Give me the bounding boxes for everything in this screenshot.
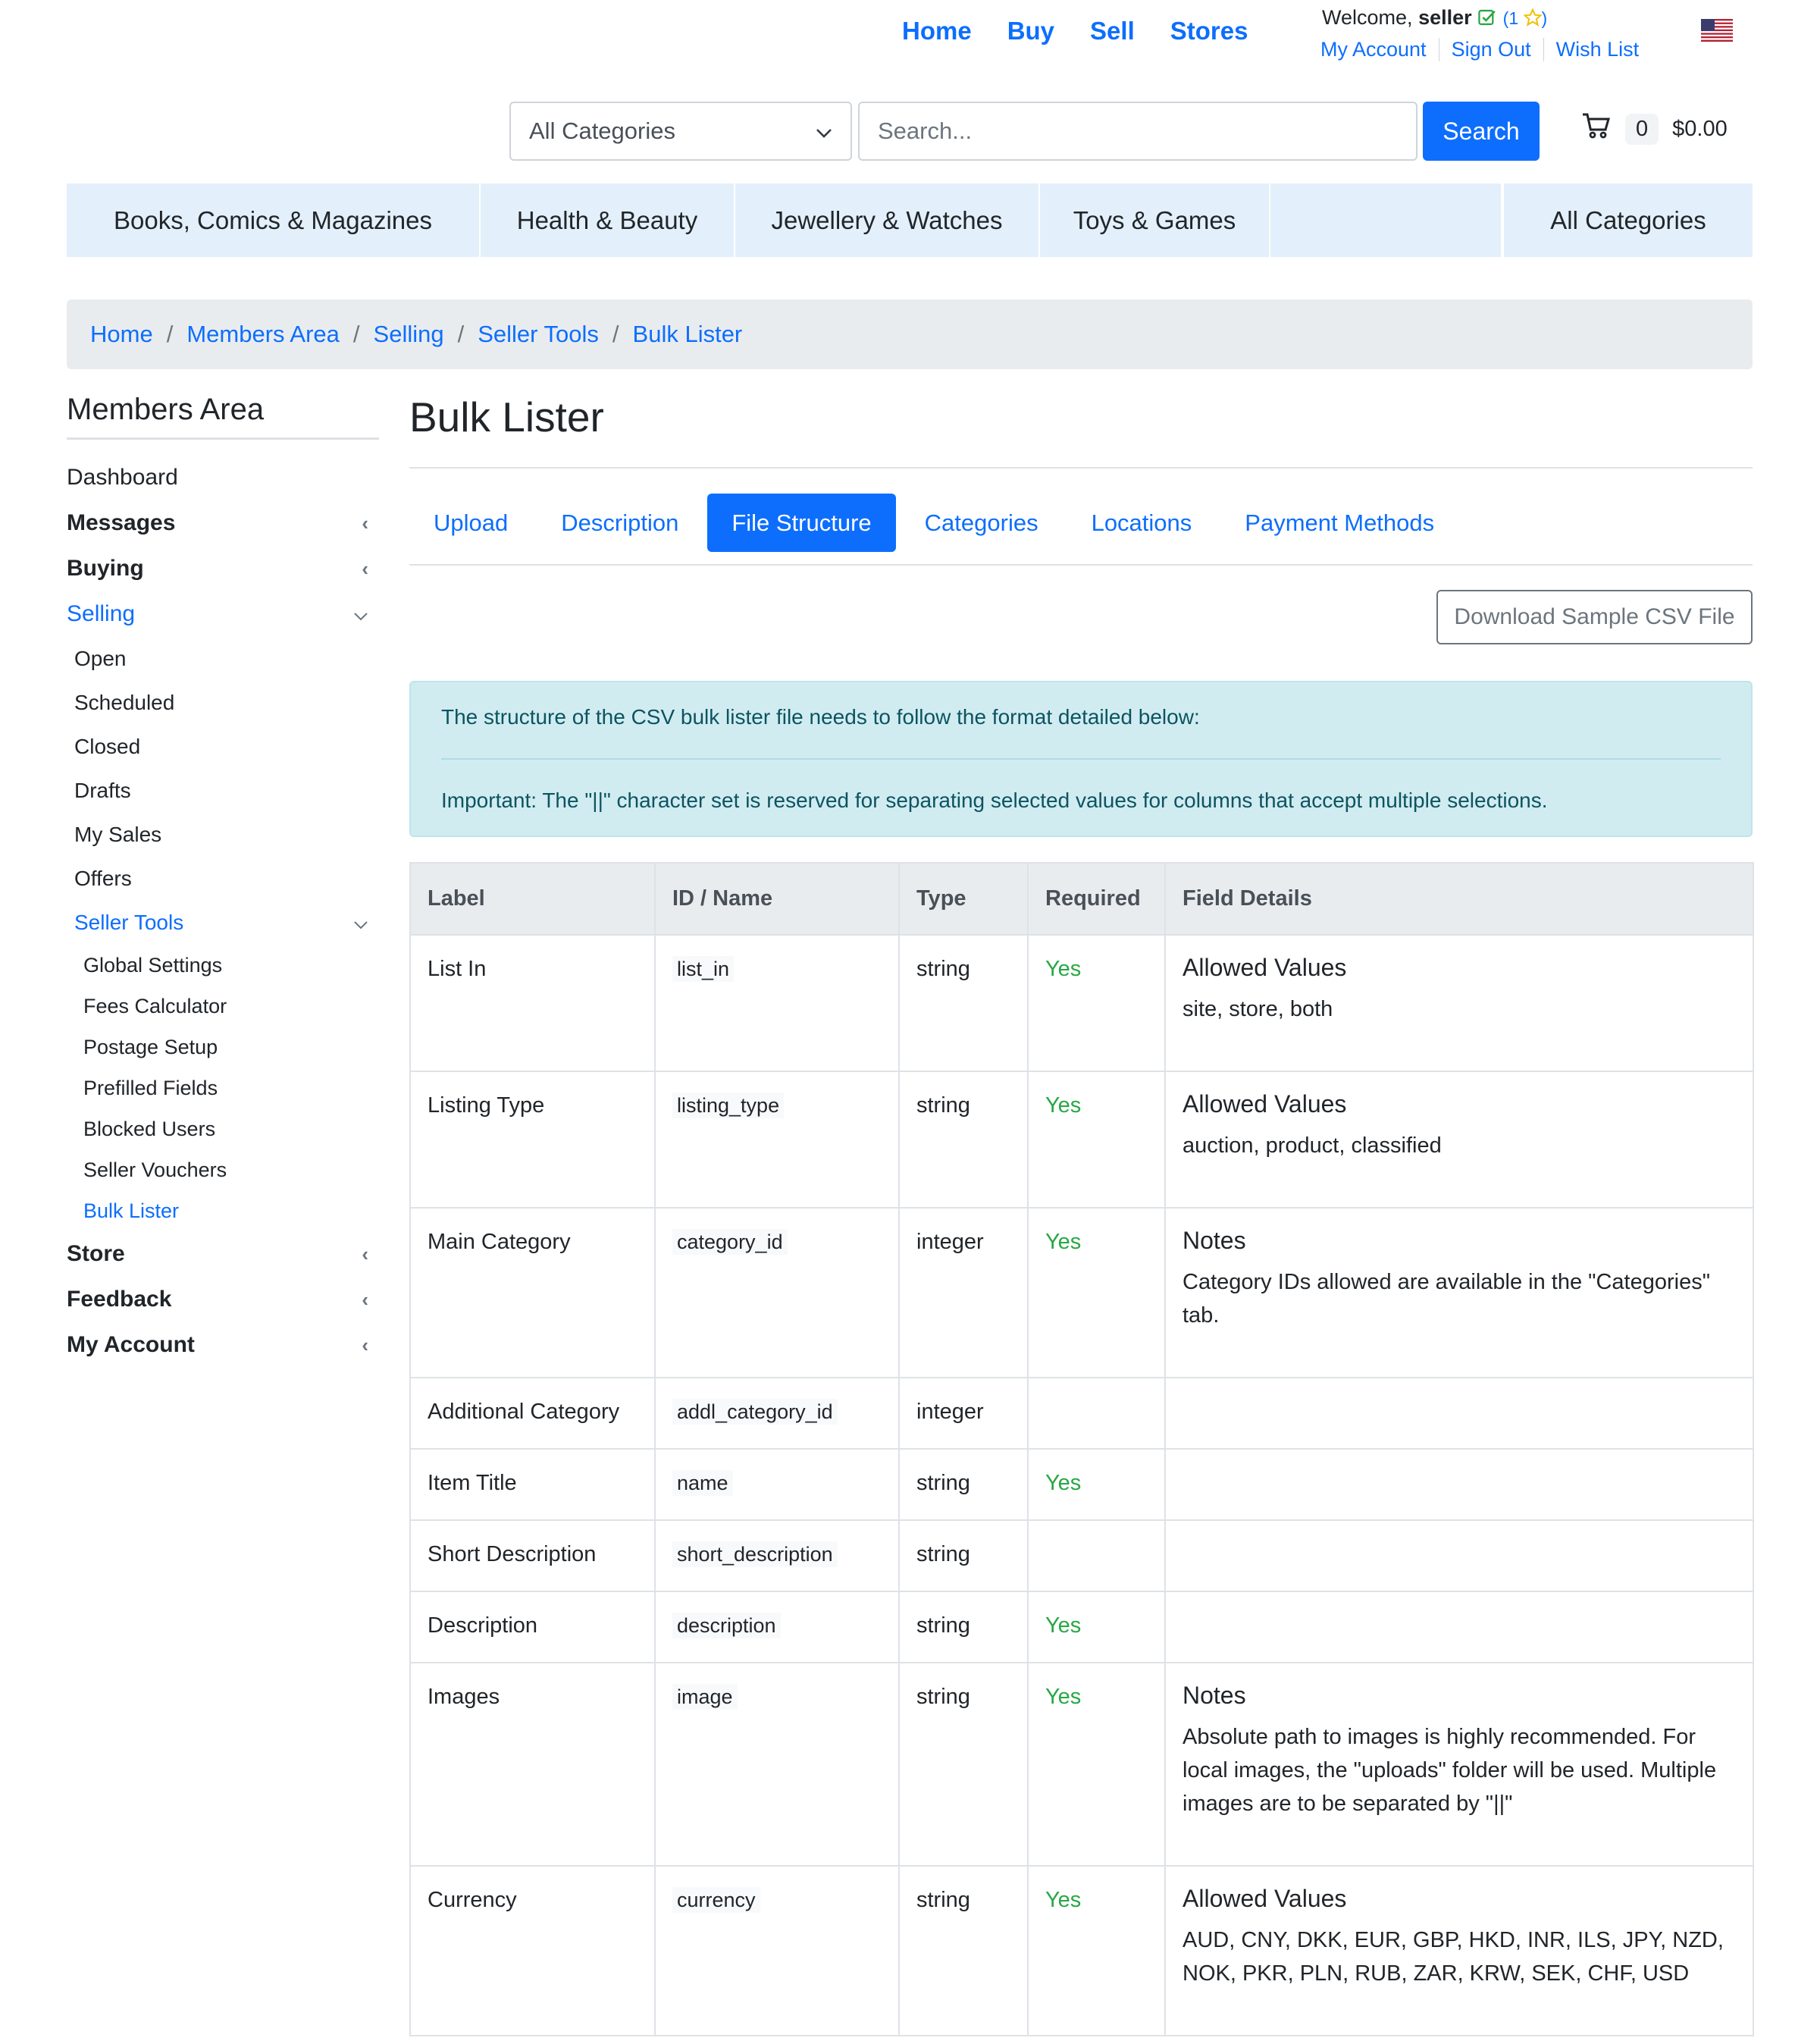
row-label: List In — [410, 935, 655, 1071]
chevron-down-icon — [816, 118, 832, 145]
details-title: Notes — [1183, 1682, 1246, 1709]
table-row — [410, 1520, 1753, 1591]
account-links — [1320, 38, 1651, 61]
breadcrumb-members-area[interactable]: Members Area — [186, 321, 340, 347]
category-bar-spacer — [1270, 183, 1502, 257]
sidebar-item-global-settings[interactable]: Global Settings — [83, 953, 223, 977]
row-details — [1165, 1520, 1753, 1591]
details-text: Category IDs allowed are available in the "Categories" tab. — [1183, 1270, 1711, 1328]
row-details — [1165, 1663, 1753, 1866]
table-row — [410, 1208, 1753, 1378]
row-required: Yes — [1028, 1449, 1165, 1520]
tab-description[interactable]: Description — [561, 509, 679, 536]
title-divider — [409, 467, 1753, 469]
chevron-left-icon: ‹ — [362, 511, 368, 535]
sidebar-title: Members Area — [67, 393, 379, 440]
search-input[interactable] — [858, 102, 1417, 161]
breadcrumb-separator: / — [166, 321, 174, 347]
column-header-label: Label — [410, 863, 655, 935]
breadcrumb-home[interactable]: Home — [90, 321, 153, 347]
row-details — [1165, 1378, 1753, 1449]
row-id-cell — [655, 1449, 899, 1520]
sidebar-item-offers[interactable]: Offers — [74, 867, 132, 890]
row-type: string — [899, 1449, 1028, 1520]
sidebar-item-bulk-lister[interactable]: Bulk Lister — [83, 1199, 180, 1222]
row-id: name — [672, 1470, 733, 1496]
welcome-message — [1322, 6, 1547, 33]
sidebar-item-label: Dashboard — [67, 465, 178, 490]
breadcrumb-seller-tools[interactable]: Seller Tools — [478, 321, 599, 347]
wish-list-link[interactable]: Wish List — [1543, 38, 1652, 61]
sidebar-item-closed[interactable]: Closed — [74, 735, 141, 758]
row-label: Listing Type — [410, 1071, 655, 1208]
row-id-cell — [655, 1071, 899, 1208]
nav-sell-link[interactable]: Sell — [1090, 17, 1135, 45]
alert-important-text: Important: The "||" character set is reserved for separating selected values for columns that accept multiple selections. — [441, 788, 1548, 812]
details-text: AUD, CNY, DKK, EUR, GBP, HKD, INR, ILS, JPY, NZD, NOK, PKR, PLN, RUB, ZAR, KRW, SEK, CHF, USD — [1183, 1928, 1724, 1986]
row-type: string — [899, 1591, 1028, 1663]
row-id-cell — [655, 1208, 899, 1378]
sidebar — [67, 455, 379, 1368]
row-type: string — [899, 1866, 1028, 2036]
column-header-type: Type — [899, 863, 1028, 935]
cart-total: $0.00 — [1672, 116, 1728, 141]
category-select-value: All Categories — [529, 118, 675, 144]
row-type: string — [899, 1520, 1028, 1591]
top-nav — [902, 17, 1248, 45]
sidebar-item-selling[interactable] — [67, 591, 379, 637]
row-required: Yes — [1028, 1208, 1165, 1378]
row-id-cell — [655, 1866, 899, 2036]
breadcrumb-selling[interactable]: Selling — [373, 321, 444, 347]
row-required: Yes — [1028, 1866, 1165, 2036]
row-label: Short Description — [410, 1520, 655, 1591]
tab-locations[interactable]: Locations — [1091, 509, 1192, 536]
column-header-id: ID / Name — [655, 863, 899, 935]
table-row — [410, 1866, 1753, 2036]
tab-bar — [409, 494, 1458, 552]
row-details — [1165, 1208, 1753, 1378]
info-alert — [409, 681, 1753, 837]
tab-payment-methods[interactable]: Payment Methods — [1245, 509, 1435, 536]
sidebar-item-prefilled-fields[interactable]: Prefilled Fields — [83, 1076, 218, 1099]
breadcrumb-bulk-lister[interactable]: Bulk Lister — [632, 321, 743, 347]
tab-categories[interactable]: Categories — [924, 509, 1038, 536]
chevron-left-icon: ‹ — [362, 1333, 368, 1356]
row-type: integer — [899, 1378, 1028, 1449]
category-select[interactable] — [509, 102, 852, 161]
table-row — [410, 1591, 1753, 1663]
sidebar-item-label: Buying — [67, 556, 144, 581]
tabs-divider — [409, 564, 1753, 566]
sidebar-item-my-sales[interactable]: My Sales — [74, 823, 162, 846]
alert-text: The structure of the CSV bulk lister file needs to follow the format detailed below: — [441, 705, 1200, 729]
row-type: string — [899, 935, 1028, 1071]
table-row — [410, 1071, 1753, 1208]
sidebar-item-dashboard[interactable] — [67, 455, 379, 500]
sidebar-item-store[interactable] — [67, 1231, 379, 1277]
chevron-left-icon: ‹ — [362, 1287, 368, 1311]
details-title: Allowed Values — [1183, 1885, 1347, 1912]
table-row — [410, 1378, 1753, 1449]
table-row — [410, 1663, 1753, 1866]
sidebar-item-open[interactable]: Open — [74, 647, 127, 670]
nav-stores-link[interactable]: Stores — [1170, 17, 1248, 45]
breadcrumb-separator: / — [612, 321, 619, 347]
breadcrumb — [67, 299, 1753, 369]
row-type: string — [899, 1071, 1028, 1208]
file-structure-table — [409, 862, 1754, 2036]
row-required: Yes — [1028, 1591, 1165, 1663]
breadcrumb-separator: / — [457, 321, 465, 347]
sidebar-item-seller-vouchers[interactable]: Seller Vouchers — [83, 1158, 227, 1181]
sidebar-item-seller-tools[interactable] — [67, 901, 379, 945]
row-details — [1165, 1866, 1753, 2036]
sidebar-item-fees-calculator[interactable]: Fees Calculator — [83, 994, 227, 1017]
details-title: Notes — [1183, 1227, 1246, 1254]
cart[interactable] — [1581, 112, 1728, 146]
my-account-link[interactable]: My Account — [1320, 38, 1427, 61]
row-id-cell — [655, 1663, 899, 1866]
feedback-rating[interactable] — [1503, 8, 1548, 28]
chevron-down-icon — [353, 603, 379, 626]
row-id: short_description — [672, 1541, 838, 1567]
row-label: Description — [410, 1591, 655, 1663]
star-icon — [1524, 8, 1542, 31]
sidebar-item-label: Messages — [67, 510, 176, 535]
row-id: listing_type — [672, 1093, 784, 1118]
rating-value: (1 — [1502, 8, 1519, 28]
sidebar-item-my-account[interactable] — [67, 1322, 379, 1368]
sidebar-item-scheduled[interactable]: Scheduled — [74, 691, 175, 714]
details-title: Allowed Values — [1183, 1090, 1347, 1118]
search-button[interactable]: Search — [1423, 102, 1540, 161]
sidebar-item-label: Seller Tools — [74, 911, 184, 934]
cart-count: 0 — [1625, 114, 1659, 145]
download-sample-csv-button[interactable]: Download Sample CSV File — [1436, 590, 1753, 644]
sidebar-item-label: Selling — [67, 601, 136, 626]
us-flag-icon[interactable] — [1701, 19, 1733, 42]
column-header-required: Required — [1028, 863, 1165, 935]
table-header-row — [410, 863, 1753, 935]
row-id: category_id — [672, 1229, 788, 1255]
category-toys-games[interactable]: Toys & Games — [1040, 183, 1270, 257]
page-title: Bulk Lister — [409, 393, 604, 440]
verified-check-icon — [1477, 8, 1497, 33]
row-details — [1165, 1071, 1753, 1208]
sidebar-item-feedback[interactable] — [67, 1277, 379, 1322]
sidebar-item-label: My Account — [67, 1332, 195, 1357]
row-label: Item Title — [410, 1449, 655, 1520]
row-label: Currency — [410, 1866, 655, 2036]
chevron-left-icon: ‹ — [362, 1242, 368, 1265]
row-id: currency — [672, 1887, 760, 1913]
breadcrumb-separator: / — [352, 321, 360, 347]
row-id: list_in — [672, 956, 734, 982]
alert-divider — [441, 758, 1721, 760]
sidebar-item-label: Feedback — [67, 1287, 172, 1312]
chevron-left-icon: ‹ — [362, 556, 368, 580]
row-type: integer — [899, 1208, 1028, 1378]
category-health-beauty[interactable]: Health & Beauty — [481, 183, 735, 257]
cart-icon — [1581, 112, 1612, 146]
row-type: string — [899, 1663, 1028, 1866]
row-id: description — [672, 1613, 781, 1638]
category-jewellery-watches[interactable]: Jewellery & Watches — [735, 183, 1040, 257]
sidebar-item-postage-setup[interactable]: Postage Setup — [83, 1035, 218, 1058]
sidebar-item-blocked-users[interactable]: Blocked Users — [83, 1117, 216, 1140]
row-required — [1028, 1520, 1165, 1591]
details-title: Allowed Values — [1183, 954, 1347, 981]
sign-out-link[interactable]: Sign Out — [1439, 38, 1543, 61]
details-text: Absolute path to images is highly recommended. For local images, the "uploads" folder will be used. Multiple images are to be separated by "||" — [1183, 1725, 1717, 1816]
row-id-cell — [655, 935, 899, 1071]
row-label: Additional Category — [410, 1378, 655, 1449]
sidebar-item-messages[interactable] — [67, 500, 379, 546]
details-text: auction, product, classified — [1183, 1133, 1442, 1158]
chevron-down-icon — [353, 911, 379, 935]
tab-file-structure[interactable]: File Structure — [707, 494, 895, 552]
nav-home-link[interactable]: Home — [902, 17, 972, 45]
row-required — [1028, 1378, 1165, 1449]
search-placeholder: Search... — [878, 118, 973, 144]
row-label: Main Category — [410, 1208, 655, 1378]
rating-close: ) — [1541, 8, 1548, 28]
row-id: image — [672, 1684, 738, 1710]
table-row — [410, 935, 1753, 1071]
sidebar-item-drafts[interactable]: Drafts — [74, 779, 131, 802]
row-id-cell — [655, 1378, 899, 1449]
row-id-cell — [655, 1591, 899, 1663]
row-details — [1165, 1449, 1753, 1520]
category-bar — [67, 183, 1753, 257]
category-books[interactable]: Books, Comics & Magazines — [67, 183, 481, 257]
category-all[interactable]: All Categories — [1502, 183, 1753, 257]
username: seller — [1418, 6, 1472, 29]
row-id-cell — [655, 1520, 899, 1591]
row-required: Yes — [1028, 1663, 1165, 1866]
row-required: Yes — [1028, 935, 1165, 1071]
tab-upload[interactable]: Upload — [434, 509, 509, 536]
row-label: Images — [410, 1663, 655, 1866]
nav-buy-link[interactable]: Buy — [1007, 17, 1055, 45]
row-details — [1165, 1591, 1753, 1663]
sidebar-item-label: Store — [67, 1241, 125, 1266]
row-id: addl_category_id — [672, 1399, 838, 1425]
welcome-label: Welcome, — [1322, 6, 1413, 29]
row-required: Yes — [1028, 1071, 1165, 1208]
row-details — [1165, 935, 1753, 1071]
sidebar-item-buying[interactable] — [67, 546, 379, 591]
column-header-field-details: Field Details — [1165, 863, 1753, 935]
table-row — [410, 1449, 1753, 1520]
details-text: site, store, both — [1183, 997, 1333, 1021]
